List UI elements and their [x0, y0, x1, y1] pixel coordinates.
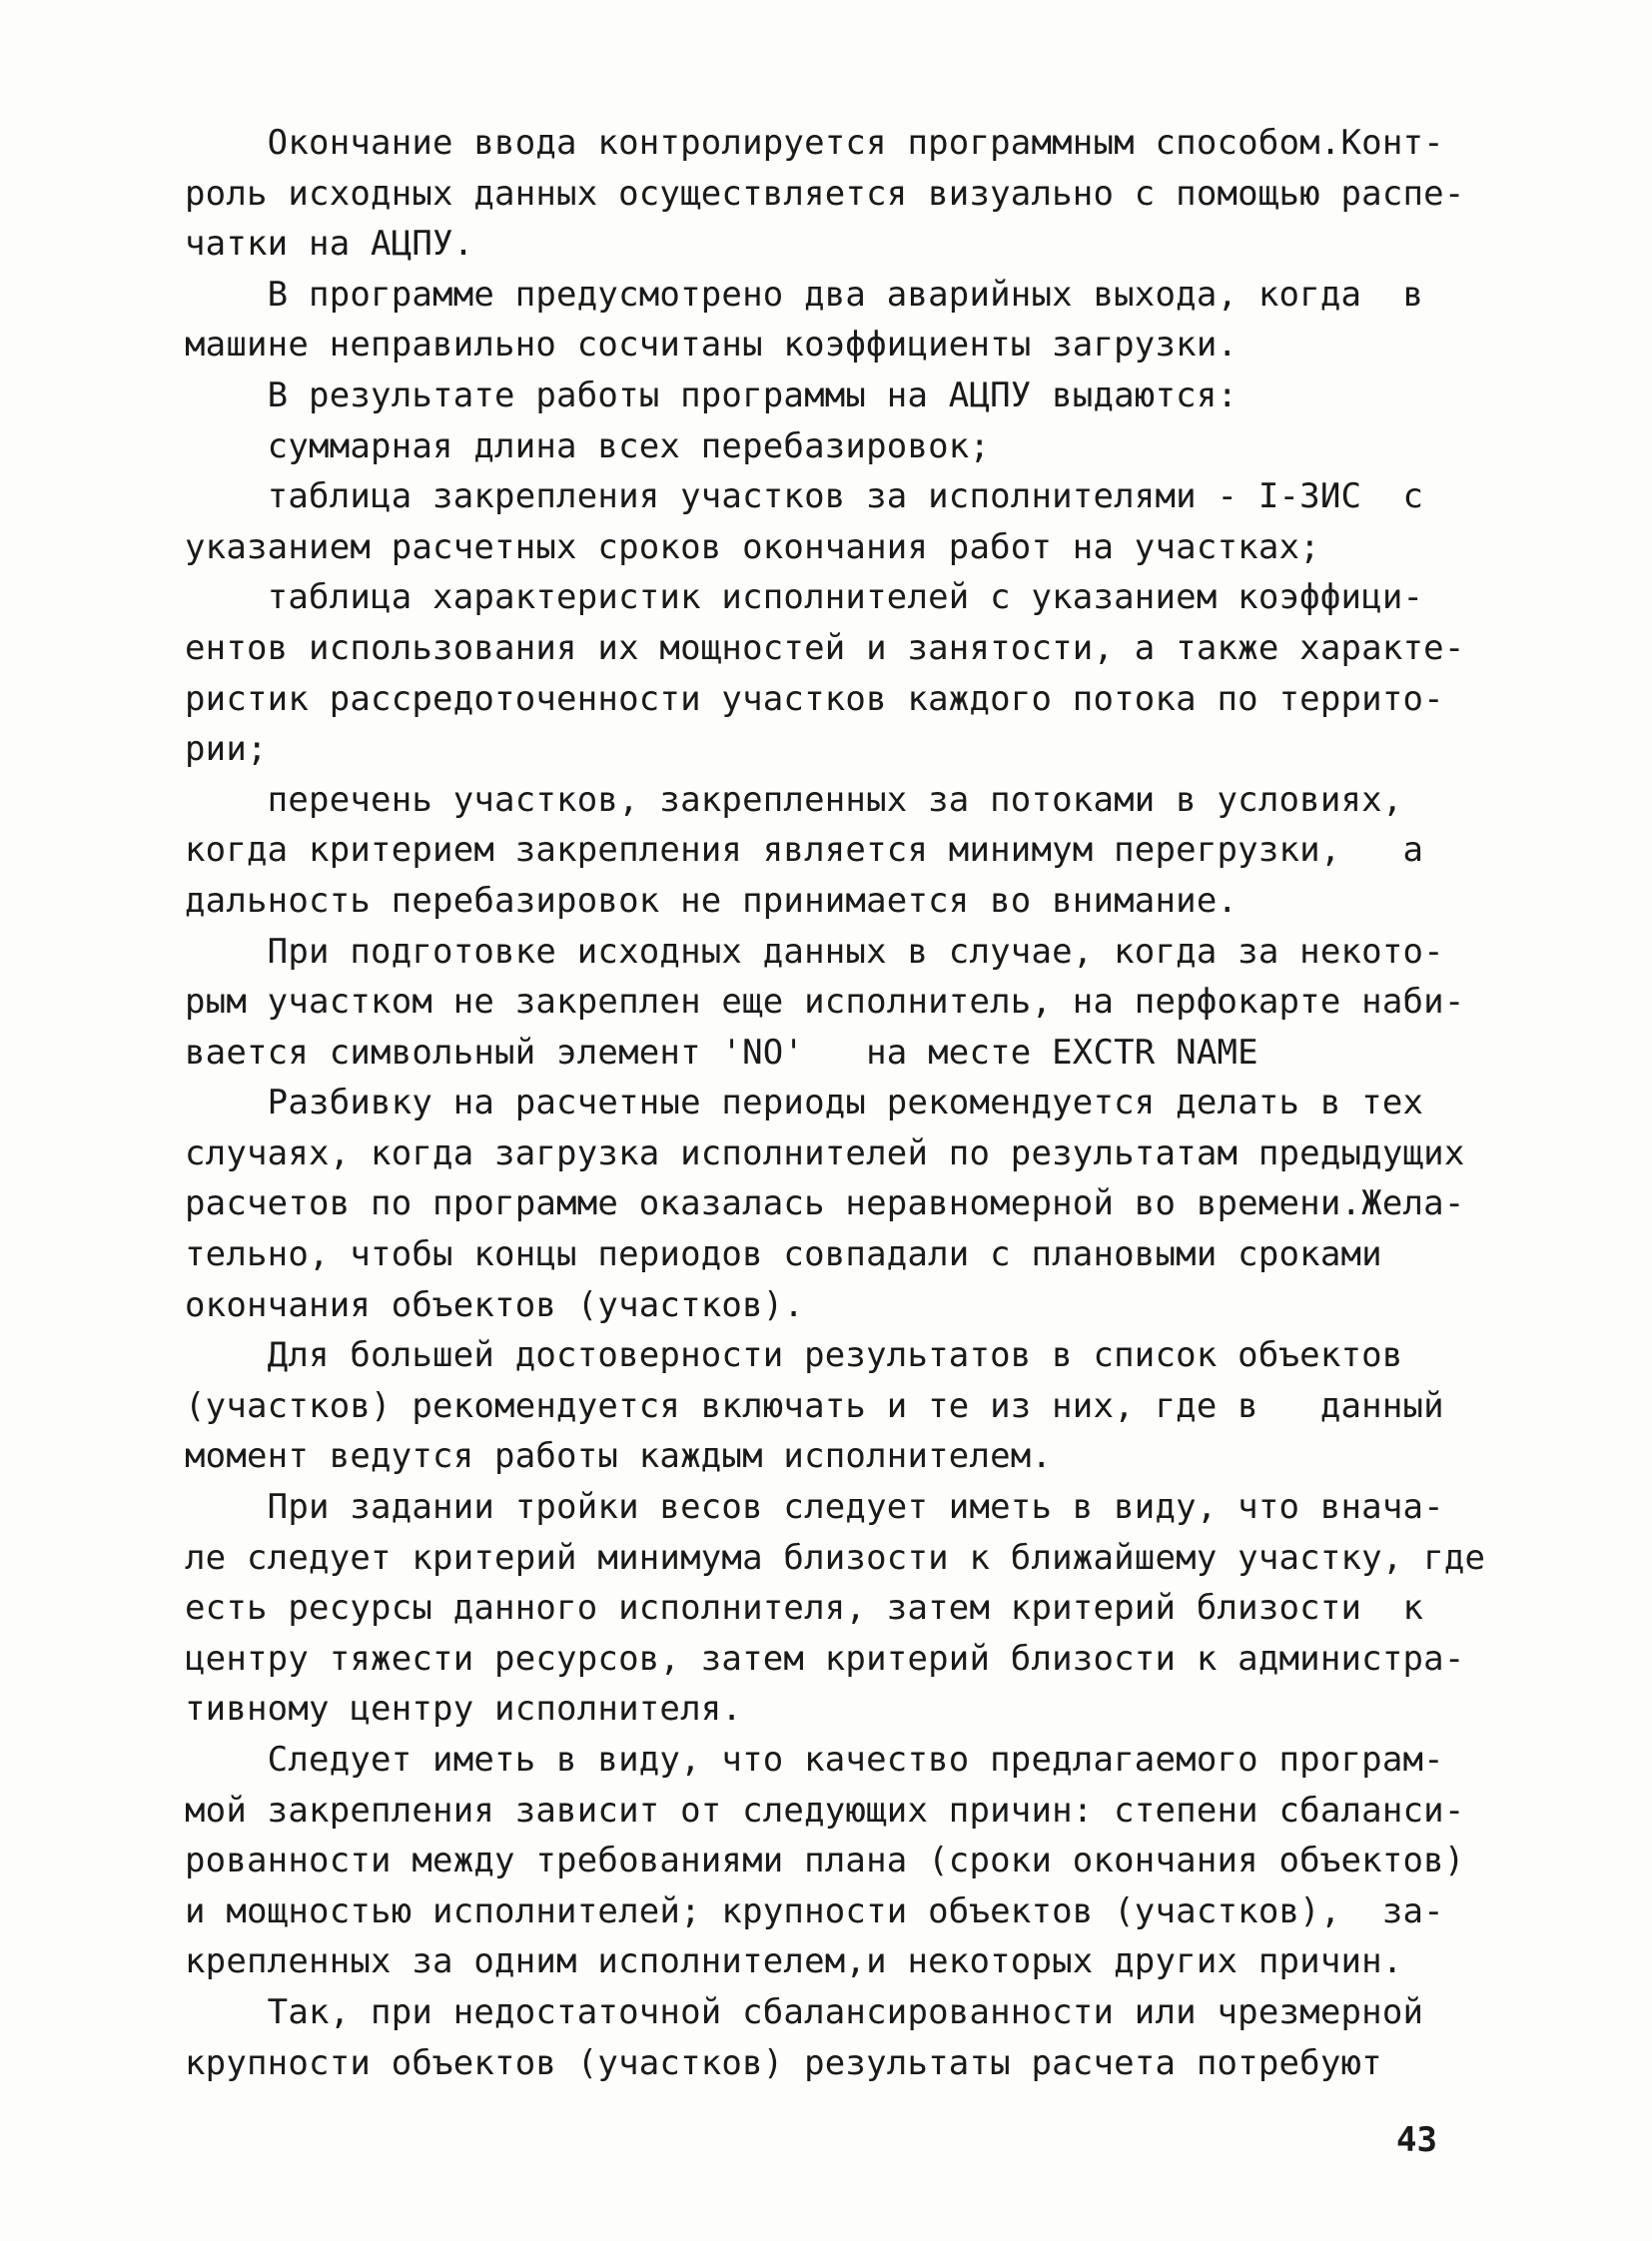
text-line: Следует иметь в виду, что качество предлагаемого програм- [185, 1740, 1444, 1780]
text-line: есть ресурсы данного исполнителя, затем критерий близости к [185, 1588, 1424, 1629]
text-line: указанием расчетных сроков окончания работ на участках; [185, 526, 1320, 567]
text-line: и мощностью исполнителей; крупности объектов (участков), за- [185, 1890, 1444, 1931]
text-line: случаях, когда загрузка исполнителей по результатам предыдущих [185, 1132, 1465, 1173]
text-line: ристик рассредоточенности участков каждого потока по террито- [185, 678, 1444, 719]
text-line: машине неправильно сосчитаны коэффициенты загрузки. [185, 325, 1239, 366]
text-line: ле следует критерий минимума близости к ближайшему участку, где [185, 1537, 1486, 1578]
text-line: рии; [185, 729, 268, 770]
text-line: рым участком не закреплен еще исполнитель, на перфокарте наби- [185, 982, 1465, 1023]
text-line: рованности между требованиями плана (сроки окончания объектов) [185, 1841, 1465, 1881]
text-line: При задании тройки весов следует иметь в виду, что внача- [185, 1487, 1444, 1528]
text-line: дальность перебазировок не принимается во внимание. [185, 880, 1239, 921]
text-line: тивному центру исполнителя. [185, 1689, 743, 1730]
text-line: крепленных за одним исполнителем,и некоторых других причин. [185, 1941, 1403, 1982]
text-line: таблица характеристик исполнителей с указанием коэффици- [185, 577, 1424, 618]
text-line: суммарная длина всех перебазировок; [185, 425, 991, 466]
text-line: расчетов по программе оказалась неравномерной во времени.Жела- [185, 1183, 1465, 1224]
text-line: окончания объектов (участков). [185, 1284, 805, 1325]
text-line: вается символьный элемент 'NO' на месте EXCTR NAME [185, 1032, 1258, 1073]
text-line: когда критерием закрепления является минимум перегрузки, а [185, 830, 1424, 871]
text-line: момент ведутся работы каждым исполнителем. [185, 1436, 1053, 1477]
text-line: крупности объектов (участков) результаты расчета потребуют [185, 2042, 1382, 2083]
text-line: перечень участков, закрепленных за потоками в условиях, [185, 779, 1403, 820]
text-line: роль исходных данных осуществляется визуально с помощью распе- [185, 173, 1465, 214]
text-line: Для большей достоверности результатов в список объектов [185, 1335, 1403, 1376]
text-line: Так, при недостаточной сбалансированности или чрезмерной [185, 1991, 1424, 2032]
text-line: Разбивку на расчетные периоды рекомендуется делать в тех [185, 1083, 1424, 1123]
text-line: таблица закрепления участков за исполнителями - I-ЗИС с [185, 476, 1424, 517]
text-line: чатки на АЦПУ. [185, 224, 474, 265]
document-body [185, 118, 1486, 2088]
text-line: тельно, чтобы концы периодов совпадали с плановыми сроками [185, 1234, 1382, 1275]
text-line: ентов использования их мощностей и занятости, а также характе- [185, 627, 1465, 668]
page-number: 43 [1396, 2120, 1437, 2160]
text-line: Окончание ввода контролируется программным способом.Конт- [185, 123, 1444, 163]
text-line: центру тяжести ресурсов, затем критерий близости к администра- [185, 1638, 1465, 1679]
text-line: При подготовке исходных данных в случае, когда за некото- [185, 931, 1444, 972]
text-line: мой закрепления зависит от следующих причин: степени сбаланси- [185, 1790, 1465, 1831]
text-line: В программе предусмотрено два аварийных выхода, когда в [185, 274, 1424, 315]
text-line: (участков) рекомендуется включать и те из них, где в данный [185, 1385, 1444, 1426]
text-line: В результате работы программы на АЦПУ выдаются: [185, 374, 1239, 415]
